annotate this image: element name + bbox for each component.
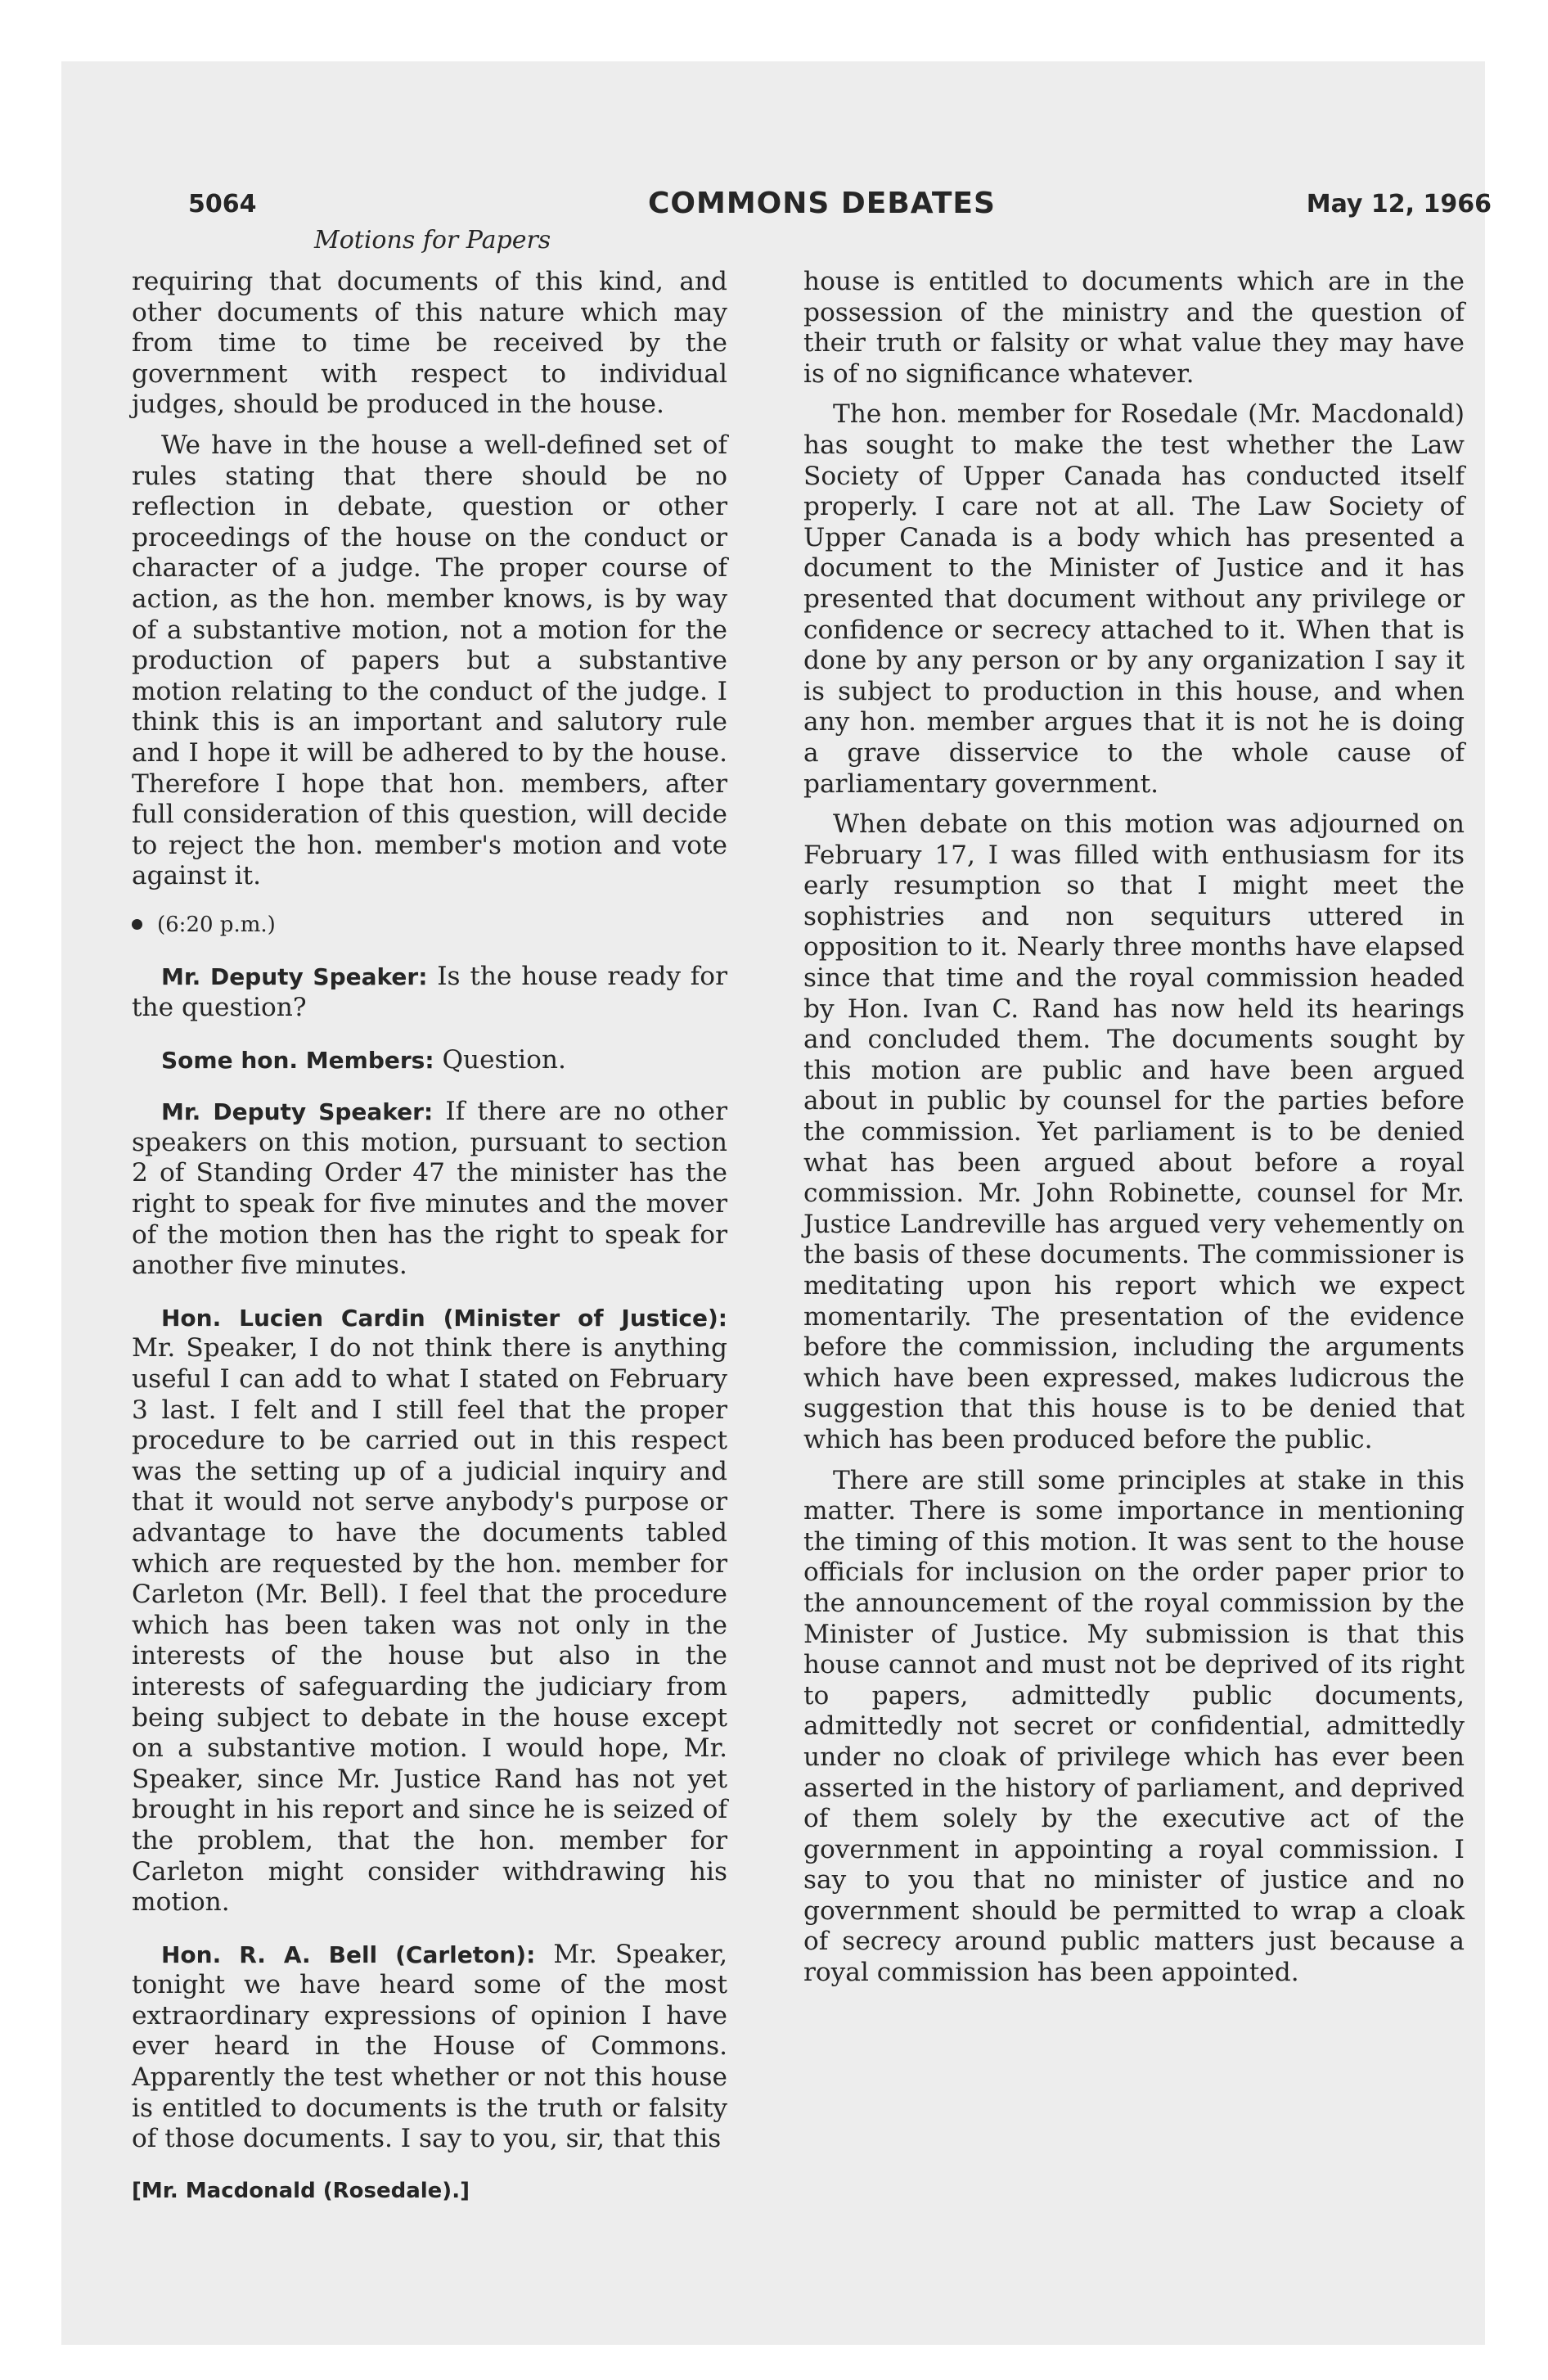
paragraph: When debate on this motion was adjourned on February 17, I was filled with enthusiasm for its early resumption so that I might meet the sophistries and non sequiturs uttered in opposition to it. Nearly three months have elapsed since that time and the royal commission headed by Hon. Ivan C. Rand has now held its hearings and concluded them. The documents sought by this motion are public and have been argued about in public by counsel for the parties before the commission. Yet parliament is to be denied what has been argued about before a royal commission. Mr. John Robinette, counsel for Mr. Justice Landreville has argued very vehemently on the basis of these documents. The commissioner is meditating upon his report which we expect momentarily. The presentation of the evidence before the commission, including the arguments which have been expressed, makes ludicrous the suggestion that this house is to be denied that which has been produced before the public. <box>803 809 1465 1454</box>
paragraph: house is entitled to documents which are in the possession of the ministry and the question of their truth or falsity or what value they may have is of no significance whatever. <box>803 267 1465 389</box>
speech-paragraph <box>132 962 727 1023</box>
speech-paragraph <box>132 1303 727 1918</box>
paragraph: We have in the house a well-defined set of rules stating that there should be no reflection in debate, question or other proceedings of the house on the conduct or character of a judge. The proper course of action, as the hon. member knows, is by way of a substantive motion, not a motion for the production of papers but a substantive motion relating to the conduct of the judge. I think this is an important and salutory rule and I hope it will be adhered to by the house. Therefore I hope that hon. members, after full consideration of this question, will decide to reject the hon. member's motion and vote against it. <box>132 430 727 891</box>
speaker-name: Mr. Deputy Speaker: <box>161 1098 434 1126</box>
speaker-name: Some hon. Members: <box>161 1046 434 1074</box>
speaker-name: Hon. R. A. Bell (Carleton): <box>161 1941 536 1968</box>
publication-title: COMMONS DEBATES <box>648 187 996 220</box>
speech-paragraph <box>132 1097 727 1282</box>
left-column <box>132 267 727 2206</box>
timestamp-text: (6:20 p.m.) <box>157 912 276 937</box>
speech-text: Is the house ready for the question? <box>132 962 727 1023</box>
publication-date: May 12, 1966 <box>1306 190 1492 219</box>
speaker-name: Hon. Lucien Cardin (Minister of Justice): <box>161 1304 727 1332</box>
speech-text: Mr. Speaker, tonight we have heard some of the most extraordinary expressions of opinion I have ever heard in the House of Commons. Apparently the test whether or not this house is entitled to documents is the truth or falsity of those documents. I say to you, sir, that this <box>132 1939 727 2154</box>
speech-text: If there are no other speakers on this motion, pursuant to section 2 of Standing Order 47 the minister has the right to speak for five minutes and the mover of the motion then has the right to speak for another five minutes. <box>132 1097 727 1281</box>
speaker-name: Mr. Deputy Speaker: <box>161 963 428 991</box>
timestamp <box>132 910 727 941</box>
right-column <box>803 267 1465 1989</box>
speech-text: Question. <box>434 1044 566 1075</box>
section-subheading: Motions for Papers <box>314 226 551 255</box>
paragraph: There are still some principles at stake in this matter. There is some importance in mentioning the timing of this motion. It was sent to the house officials for inclusion on the order paper prior to the announcement of the royal commission by the Minister of Justice. My submission is that this house cannot and must not be deprived of its right to papers, admittedly public documents, admittedly not secret or confidential, admittedly under no cloak of privilege which has ever been asserted in the history of parliament, and deprived of them solely by the executive act of the government in appointing a royal commission. I say to you that no minister of justice and no government should be permitted to wrap a cloak of secrecy around public matters just because a royal commission has been appointed. <box>803 1465 1465 1988</box>
paragraph: requiring that documents of this kind, and other documents of this nature which may from time to time be received by the government with respect to individual judges, should be produced in the house. <box>132 267 727 420</box>
page-header <box>188 187 1492 228</box>
speech-paragraph <box>132 1045 727 1076</box>
speech-text: Mr. Speaker, I do not think there is anything useful I can add to what I stated on February 3 last. I felt and I still feel that the proper procedure to be carried out in this respect was the setting up of a judicial inquiry and that it would not serve anybody's purpose or advantage to have the documents tabled which are requested by the hon. member for Carleton (Mr. Bell). I feel that the procedure which has been taken was not only in the interests of the house but also in the interests of safeguarding the judiciary from being subject to debate in the house except on a substantive motion. I would hope, Mr. Speaker, since Mr. Justice Rand has not yet brought in his report and since he is seized of the problem, that the hon. member for Carleton might consider withdrawing his motion. <box>132 1333 727 1918</box>
paragraph: The hon. member for Rosedale (Mr. Macdonald) has sought to make the test whether the Law Society of Upper Canada has conducted itself properly. I care not at all. The Law Society of Upper Canada is a body which has presented a document to the Minister of Justice and it has presented that document without any privilege or confidence or secrecy attached to it. When that is done by any person or by any organization I say it is subject to production in this house, and when any hon. member argues that it is not he is doing a grave disservice to the whole cause of parliamentary government. <box>803 399 1465 799</box>
speaker-footer-note: [Mr. Macdonald (Rosedale).] <box>132 2178 470 2203</box>
speech-paragraph <box>132 1940 727 2155</box>
bullet-icon <box>132 919 142 930</box>
page-number: 5064 <box>188 190 257 219</box>
